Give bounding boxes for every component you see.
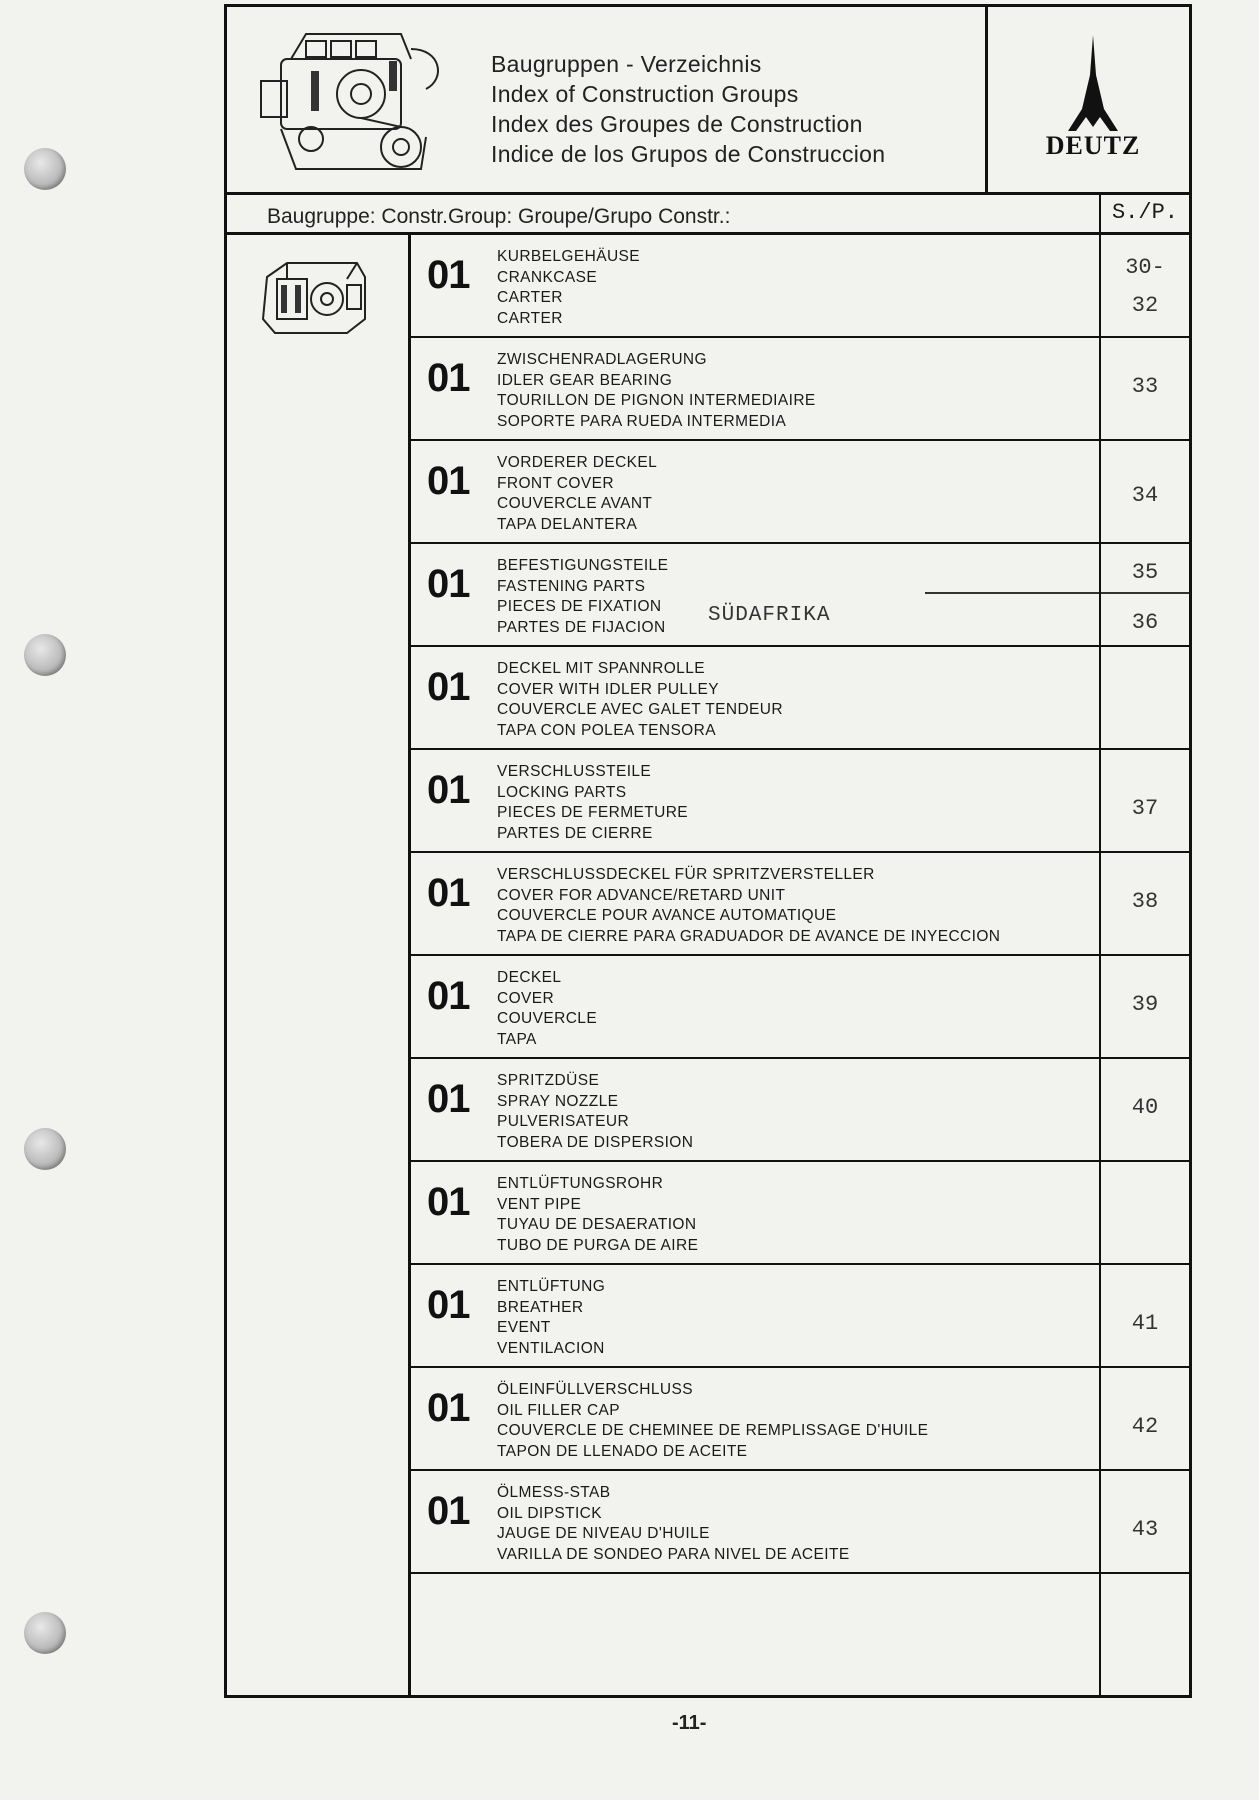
group-number: 01 [427,1283,470,1327]
index-frame [224,4,1192,1698]
group-names [497,762,688,844]
name-fr: COUVERCLE DE CHEMINEE DE REMPLISSAGE D'HUILE [497,1422,929,1439]
group-names [497,865,1000,947]
page-cell [1099,647,1189,748]
name-en: CRANKCASE [497,268,598,286]
pages-header: S./P. [1099,195,1189,232]
name-fr: COUVERCLE AVANT [497,495,653,512]
binder-hole [24,1128,66,1170]
name-en: VENT PIPE [497,1195,582,1213]
crankcase-illustration [257,257,372,339]
name-en: COVER WITH IDLER PULLEY [497,680,719,698]
list-item [411,1059,1189,1162]
list-item [411,441,1189,544]
list-item [411,1265,1189,1368]
group-number: 01 [427,768,470,812]
group-names [497,968,597,1050]
page-ref: 35 [1131,560,1159,585]
group-names [497,1174,698,1256]
group-names [497,556,668,638]
divider-line [925,592,1101,594]
name-es: TAPA DELANTERA [497,515,638,533]
page-cell [1099,544,1189,645]
name-fr: EVENT [497,1319,551,1336]
page-ref: 41 [1131,1311,1159,1336]
page-cell [1099,1471,1189,1572]
page-cell [1099,441,1189,542]
name-fr: TUYAU DE DESAERATION [497,1216,697,1233]
brand-name: DEUTZ [1045,131,1141,160]
page-ref: 39 [1131,992,1159,1017]
name-fr: COUVERCLE [497,1010,598,1027]
name-es: TAPA CON POLEA TENSORA [497,721,716,739]
binder-hole [24,148,66,190]
page-ref: 33 [1131,374,1159,399]
name-es: VENTILACION [497,1339,605,1357]
name-fr: PULVERISATEUR [497,1113,630,1130]
list-item [411,956,1189,1059]
name-es: VARILLA DE SONDEO PARA NIVEL DE ACEITE [497,1545,850,1563]
page-ref: 34 [1131,483,1159,508]
group-names [497,1071,693,1153]
group-number: 01 [427,253,470,297]
left-column [227,235,411,1695]
name-de: ÖLEINFÜLLVERSCHLUSS [497,1381,693,1398]
group-number: 01 [427,459,470,503]
list-item [411,853,1189,956]
page-ref: 37 [1131,796,1159,821]
list-item [411,544,1189,647]
name-de: ÖLMESS-STAB [497,1484,611,1501]
stamp-label: SÜDAFRIKA [708,604,831,627]
title-de: Baugruppen - Verzeichnis [491,51,762,77]
divider-line [1101,592,1189,594]
group-label: Baugruppe: Constr.Group: Groupe/Grupo Constr.: [267,205,731,228]
page-ref: 30- [1125,255,1165,280]
list-item [411,647,1189,750]
index-titles [491,49,885,169]
name-de: DECKEL MIT SPANNROLLE [497,660,705,677]
group-number: 01 [427,1489,470,1533]
binder-hole [24,634,66,676]
binder-hole [24,1612,66,1654]
name-de: VORDERER DECKEL [497,454,658,471]
page-ref: 43 [1131,1517,1159,1542]
group-number: 01 [427,356,470,400]
group-number: 01 [427,974,470,1018]
page-cell [1099,750,1189,851]
header [227,7,1189,195]
list-item [411,750,1189,853]
name-de: ENTLÜFTUNGSROHR [497,1175,664,1192]
name-en: COVER FOR ADVANCE/RETARD UNIT [497,886,786,904]
page-cell [1099,235,1189,336]
name-fr: JAUGE DE NIVEAU D'HUILE [497,1525,710,1542]
page-cell [1099,1162,1189,1263]
empty-row [411,1574,1189,1695]
name-en: BREATHER [497,1298,584,1316]
page-ref: 42 [1131,1414,1159,1439]
name-de: SPRITZDÜSE [497,1072,600,1089]
logo-box [985,7,1189,192]
name-fr: COUVERCLE AVEC GALET TENDEUR [497,701,783,718]
name-es: PARTES DE FIJACION [497,618,666,636]
list-item [411,1471,1189,1574]
group-number: 01 [427,1077,470,1121]
group-names [497,1277,605,1359]
name-en: SPRAY NOZZLE [497,1092,619,1110]
name-fr: COUVERCLE POUR AVANCE AUTOMATIQUE [497,907,837,924]
group-names [497,247,640,329]
name-fr: TOURILLON DE PIGNON INTERMEDIAIRE [497,392,816,409]
name-en: COVER [497,989,555,1007]
name-fr: CARTER [497,289,563,306]
name-es: TUBO DE PURGA DE AIRE [497,1236,699,1254]
title-fr: Index des Groupes de Construction [491,111,863,137]
name-fr: PIECES DE FERMETURE [497,804,689,821]
name-en: OIL FILLER CAP [497,1401,621,1419]
name-en: FRONT COVER [497,474,614,492]
name-fr: PIECES DE FIXATION [497,598,662,615]
page-ref: 40 [1131,1095,1159,1120]
page-cell [1099,853,1189,954]
group-number: 01 [427,1386,470,1430]
list-item [411,1368,1189,1471]
group-names [497,453,657,535]
group-number: 01 [427,871,470,915]
group-names [497,350,816,432]
name-es: TAPA [497,1030,537,1048]
name-de: ZWISCHENRADLAGERUNG [497,351,707,368]
group-names [497,1483,850,1565]
page-cell [1099,1574,1101,1695]
name-es: CARTER [497,309,563,327]
group-number: 01 [427,665,470,709]
name-en: OIL DIPSTICK [497,1504,602,1522]
page-cell [1099,338,1189,439]
name-de: DECKEL [497,969,562,986]
page-cell [1099,956,1189,1057]
name-de: VERSCHLUSSTEILE [497,763,652,780]
name-es: TAPA DE CIERRE PARA GRADUADOR DE AVANCE DE INYECCION [497,927,1001,945]
group-number: 01 [427,562,470,606]
page-cell [1099,1059,1189,1160]
group-names [497,659,783,741]
name-es: TAPON DE LLENADO DE ACEITE [497,1442,748,1460]
name-en: FASTENING PARTS [497,577,646,595]
name-de: ENTLÜFTUNG [497,1278,606,1295]
engine-illustration [251,19,461,184]
group-number: 01 [427,1180,470,1224]
page-ref: 38 [1131,889,1159,914]
group-bar [227,195,1189,235]
group-names [497,1380,928,1462]
list-item [411,1162,1189,1265]
name-de: VERSCHLUSSDECKEL FÜR SPRITZVERSTELLER [497,866,875,883]
title-en: Index of Construction Groups [491,81,799,107]
name-en: IDLER GEAR BEARING [497,371,673,389]
name-es: TOBERA DE DISPERSION [497,1133,694,1151]
list-item [411,338,1189,441]
title-es: Indice de los Grupos de Construccion [491,141,886,167]
page-cell [1099,1368,1189,1469]
page-number: -11- [672,1712,707,1734]
name-es: PARTES DE CIERRE [497,824,653,842]
name-es: SOPORTE PARA RUEDA INTERMEDIA [497,412,787,430]
list-item [411,235,1189,338]
page-ref: 32 [1131,293,1159,318]
name-de: KURBELGEHÄUSE [497,248,641,265]
page-ref: 36 [1131,610,1159,635]
name-de: BEFESTIGUNGSTEILE [497,557,669,574]
page-cell [1099,1265,1189,1366]
name-en: LOCKING PARTS [497,783,627,801]
